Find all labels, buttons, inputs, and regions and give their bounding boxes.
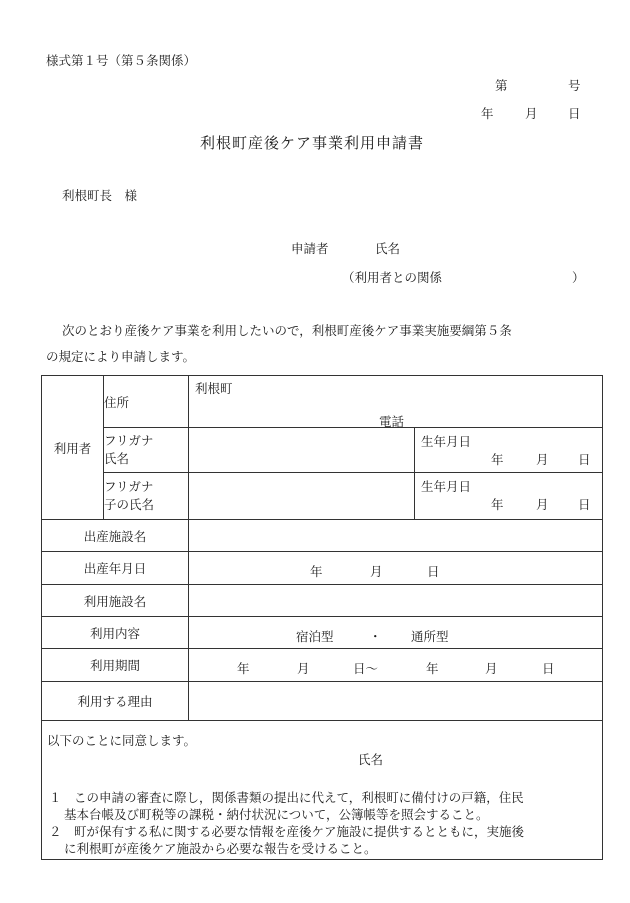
use-period-label-cell: [42, 649, 189, 682]
user-label-cell: [42, 376, 104, 520]
agreement-item-2-line-2: に利根町が産後ケア施設から必要な報告を受けること。: [64, 841, 377, 856]
applicant-label: 申請者: [291, 241, 329, 256]
use-facility-label-cell: [42, 585, 189, 617]
phone-label: 電話: [379, 414, 405, 429]
option-separator: ・: [369, 629, 382, 644]
birth-date-month: 月: [370, 564, 383, 579]
furigana-label-2: フリガナ: [104, 478, 154, 494]
birth-facility-field[interactable]: [189, 520, 603, 552]
address-prefix: 利根町: [195, 381, 233, 396]
address-label-cell: [104, 376, 189, 428]
birth-day-2: 日: [578, 497, 591, 512]
use-period-field[interactable]: [189, 649, 603, 682]
birth-month-2: 月: [536, 497, 549, 512]
agreement-item-2-line-1: ２ 町が保有する私に関する必要な情報を産後ケア施設に提供するとともに，実施後: [49, 824, 525, 839]
period-end-day: 日: [542, 661, 555, 676]
birthdate-label-2: 生年月日: [421, 479, 472, 494]
birth-month-1: 月: [536, 452, 549, 467]
birth-date-label-cell: [42, 552, 189, 585]
agreement-item-1-line-2: 基本台帳及び町税等の課税・納付状況について，公簿帳等を照会すること。: [64, 807, 489, 822]
intro-line-2: の規定により申請します。: [46, 349, 196, 364]
name-label-cell: [104, 428, 189, 473]
addressee: 利根町長 様: [62, 188, 138, 203]
period-start-year: 年: [237, 661, 250, 676]
document-title: 利根町産後ケア事業利用申請書: [200, 134, 425, 152]
child-birthdate-field[interactable]: [415, 473, 603, 520]
period-end-month: 月: [485, 661, 498, 676]
address-label: 住所: [104, 394, 130, 410]
form-number: 様式第１号（第５条関係）: [46, 53, 197, 68]
birth-date-day: 日: [427, 564, 440, 579]
birth-date-field[interactable]: [189, 552, 603, 585]
application-form-table: [41, 375, 603, 860]
child-name-label: 子の氏名: [104, 497, 155, 512]
birth-date-year: 年: [310, 564, 323, 579]
address-field[interactable]: [189, 376, 603, 428]
birth-date-label: 出産年月日: [83, 561, 147, 576]
name-label-1: 氏名: [104, 451, 130, 466]
birth-year-1: 年: [491, 452, 504, 467]
use-facility-label: 利用施設名: [83, 593, 147, 609]
birth-day-1: 日: [578, 452, 591, 467]
furigana-label-1: フリガナ: [104, 432, 154, 448]
date-day: 日: [568, 106, 581, 121]
date-month: 月: [525, 106, 538, 121]
birth-year-2: 年: [491, 497, 504, 512]
relation-close: ）: [572, 270, 585, 285]
intro-line-1: 次のとおり産後ケア事業を利用したいので，利根町産後ケア事業実施要綱第５条: [62, 323, 512, 338]
use-content-label-cell: [42, 617, 189, 649]
agreement-name-label: 氏名: [358, 752, 384, 767]
reason-label: 利用する理由: [77, 694, 153, 709]
relation-open: （利用者との関係: [342, 270, 443, 285]
user-label: 利用者: [53, 440, 92, 456]
period-start-day: 日～: [353, 661, 379, 676]
use-content-label: 利用内容: [89, 625, 140, 641]
reason-field[interactable]: [189, 682, 603, 721]
child-name-field[interactable]: [189, 473, 415, 520]
agreement-intro: 以下のことに同意します。: [47, 733, 197, 748]
user-name-field[interactable]: [189, 428, 415, 473]
child-name-label-cell: [104, 473, 189, 520]
date-year: 年: [481, 106, 494, 121]
birth-facility-label-cell: [42, 520, 189, 552]
option-daycare[interactable]: 通所型: [411, 629, 449, 644]
period-start-month: 月: [297, 661, 310, 676]
agreement-cell: [42, 721, 603, 860]
doc-number-dai: 第: [495, 78, 508, 93]
reason-label-cell: [42, 682, 189, 721]
agreement-item-1-line-1: １ この申請の審査に際し，関係書類の提出に代えて，利根町に備付けの戸籍，住民: [49, 790, 524, 805]
option-stay[interactable]: 宿泊型: [296, 629, 334, 644]
use-facility-field[interactable]: [189, 585, 603, 617]
user-birthdate-field[interactable]: [415, 428, 603, 473]
doc-number-go: 号: [568, 78, 581, 93]
use-period-label: 利用期間: [89, 658, 140, 673]
applicant-name-label: 氏名: [375, 241, 401, 256]
birthdate-label-1: 生年月日: [421, 434, 472, 449]
birth-facility-label: 出産施設名: [83, 528, 147, 544]
use-content-field: [189, 617, 603, 649]
period-end-year: 年: [426, 661, 439, 676]
